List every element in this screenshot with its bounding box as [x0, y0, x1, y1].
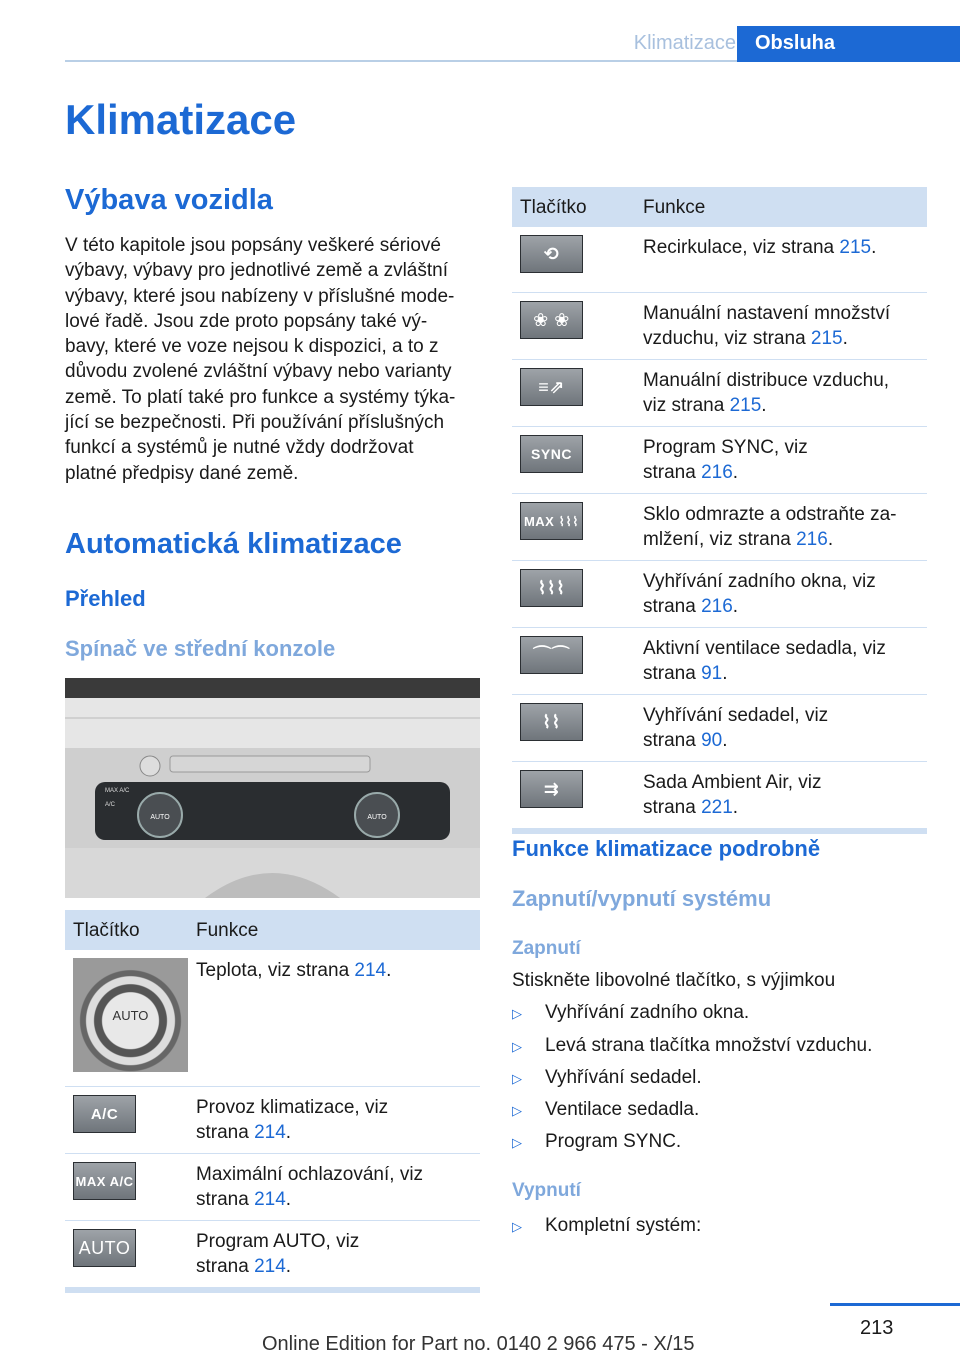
- sync-button-icon: SYNC: [520, 435, 583, 473]
- table-row: A/C Provoz klimatizace, viz strana 214.: [65, 1087, 480, 1154]
- list-item: ▷ Levá strana tlačítka množství vzduchu.: [512, 1035, 873, 1056]
- header-tab: Obsluha: [737, 26, 960, 62]
- table-row: MAX ⌇⌇⌇ Sklo odmrazte a odstraňte za- mlžení, viz strana 216.: [512, 494, 927, 561]
- list-item: ▷ Vyhřívání sedadel.: [512, 1067, 702, 1088]
- equipment-paragraph: V této kapitole jsou popsány veškeré sériové výbavy, výbavy pro jednotlivé země a zvláštní výbavy, které jsou nabízeny v příslušné mode- lové řadě. Jsou zde proto popsány také vý- bavy, které ve voze nejsou k dispozici, a to z důvodu zvolené zvláštní výbavy nebo varianty země. To platí také pro funkce a systémy týka- jící se bezpečnosti. Při používání příslušných funkcí a systémů je nutné vždy dodržovat platné předpisy dané země.: [65, 235, 456, 484]
- list-item: ▷ Program SYNC.: [512, 1131, 682, 1152]
- col-header-button: Tlačítko: [512, 187, 635, 227]
- max-ac-button-icon: MAX A/C: [73, 1162, 136, 1200]
- footer-rule: [830, 1303, 960, 1306]
- max-defrost-icon: MAX ⌇⌇⌇: [520, 502, 583, 540]
- table-row: ⌇⌇⌇ Vyhřívání zadního okna, viz strana 216.: [512, 561, 927, 628]
- on-text: Stiskněte libovolné tlačítko, s výjimkou: [512, 970, 836, 991]
- table-row: AUTO Teplota, viz strana 214.: [65, 950, 480, 1087]
- table-row: ⌇⌇ Vyhřívání sedadel, viz strana 90.: [512, 695, 927, 762]
- list-item: ▷ Kompletní systém:: [512, 1215, 702, 1236]
- table-row: ⟲ Recirkulace, viz strana 215.: [512, 227, 927, 293]
- auto-climate-heading: Automatická klimatizace: [65, 528, 402, 560]
- details-heading: Funkce klimatizace podrobně: [512, 836, 821, 861]
- auto-temp-knob-icon: AUTO: [73, 958, 188, 1072]
- list-item: ▷ Vyhřívání zadního okna.: [512, 1002, 750, 1023]
- table-row: ⇉ Sada Ambient Air, viz strana 221.: [512, 762, 927, 829]
- photo-ac-label: A/C: [105, 802, 116, 808]
- center-console-photo: [65, 678, 480, 898]
- recirculation-icon: ⟲: [520, 235, 583, 273]
- photo-auto-left-label: AUTO: [150, 814, 170, 821]
- auto-button-icon: AUTO: [73, 1229, 136, 1267]
- switch-heading: Spínač ve střední konzole: [65, 636, 336, 661]
- rear-window-heat-icon: ⌇⌇⌇: [520, 569, 583, 607]
- equipment-heading: Výbava vozidla: [65, 184, 273, 216]
- table-row: ⌒⌒ Aktivní ventilace sedadla, viz strana 91.: [512, 628, 927, 695]
- fan-speed-icon: ❀ ❀: [520, 301, 583, 339]
- list-item: ▷ Ventilace sedadla.: [512, 1099, 700, 1120]
- table-row: MAX A/C Maximální ochlazování, viz strana 214.: [65, 1154, 480, 1221]
- col-header-function: Funkce: [635, 187, 927, 227]
- page-title: Klimatizace: [65, 96, 297, 143]
- off-heading: Vypnutí: [512, 1180, 581, 1201]
- on-heading: Zapnutí: [512, 938, 581, 959]
- page-number: 213: [860, 1317, 894, 1339]
- left-button-table: [65, 910, 480, 1293]
- col-header-button: Tlačítko: [65, 910, 188, 950]
- overview-heading: Přehled: [65, 586, 146, 611]
- footer-edition: Online Edition for Part no. 0140 2 966 475 - X/15: [262, 1333, 695, 1355]
- table-row: AUTO Program AUTO, viz strana 214.: [65, 1221, 480, 1288]
- table-row: ≡⇗ Manuální distribuce vzduchu, viz strana 215.: [512, 360, 927, 427]
- ac-button-icon: A/C: [73, 1095, 136, 1133]
- right-button-table: [512, 187, 927, 834]
- header-section-label: Klimatizace: [633, 32, 736, 54]
- seat-ventilation-icon: ⌒⌒: [520, 636, 583, 674]
- photo-auto-right-label: AUTO: [367, 814, 387, 821]
- table-row: ❀ ❀ Manuální nastavení množství vzduchu, viz strana 215.: [512, 293, 927, 360]
- air-distribution-icon: ≡⇗: [520, 368, 583, 406]
- table-row: SYNC Program SYNC, viz strana 216.: [512, 427, 927, 494]
- onoff-heading: Zapnutí/vypnutí systému: [512, 886, 772, 911]
- ambient-air-icon: ⇉: [520, 770, 583, 808]
- photo-max-ac-label: MAX A/C: [105, 788, 130, 794]
- seat-heating-icon: ⌇⌇: [520, 703, 583, 741]
- col-header-function: Funkce: [188, 910, 480, 950]
